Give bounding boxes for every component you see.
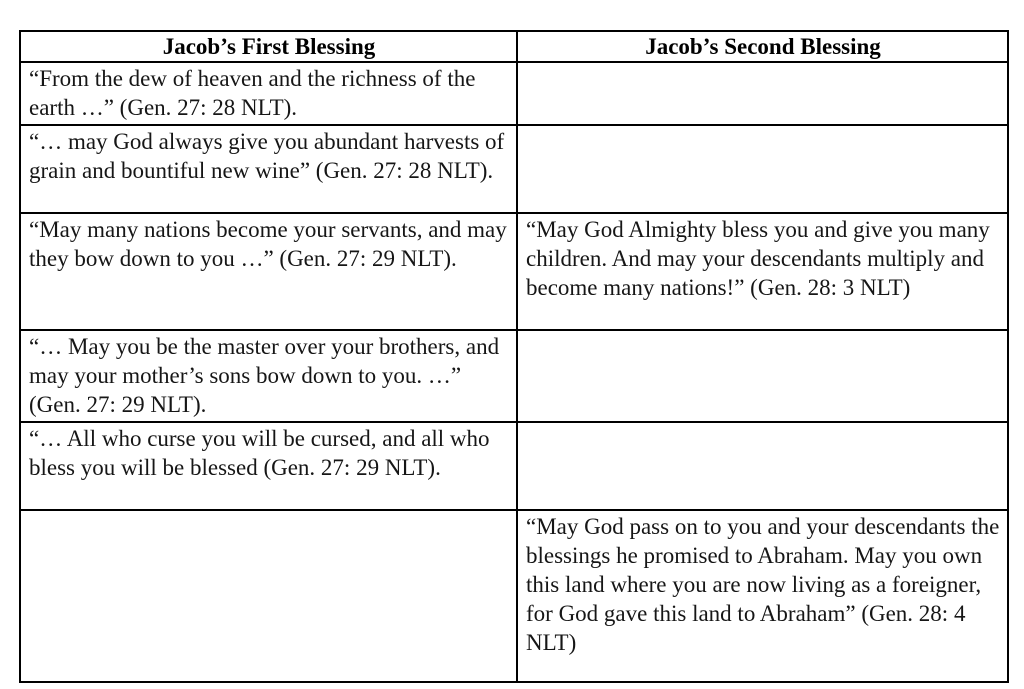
cell-row4-second-blessing — [517, 330, 1008, 422]
column-header-second-blessing: Jacob’s Second Blessing — [517, 31, 1008, 62]
table-row — [20, 213, 1008, 330]
cell-row2-first-blessing: “… may God always give you abundant harvests of grain and bountiful new wine” (Gen. 27: 28 NLT). — [20, 125, 517, 213]
column-header-first-blessing: Jacob’s First Blessing — [20, 31, 517, 62]
table-header-row — [20, 31, 1008, 62]
cell-row5-second-blessing — [517, 422, 1008, 510]
cell-row6-first-blessing — [20, 510, 517, 682]
table-row — [20, 510, 1008, 682]
table-row — [20, 330, 1008, 422]
cell-row1-first-blessing: “From the dew of heaven and the richness of the earth …” (Gen. 27: 28 NLT). — [20, 62, 517, 125]
cell-row5-first-blessing: “… All who curse you will be cursed, and all who bless you will be blessed (Gen. 27: 29 NLT). — [20, 422, 517, 510]
blessings-comparison-table — [19, 30, 1009, 683]
cell-row4-first-blessing: “… May you be the master over your brothers, and may your mother’s sons bow down to you. …” (Gen. 27: 29 NLT). — [20, 330, 517, 422]
table-row — [20, 125, 1008, 213]
table-row — [20, 62, 1008, 125]
cell-row2-second-blessing — [517, 125, 1008, 213]
table-row — [20, 422, 1008, 510]
cell-row3-second-blessing: “May God Almighty bless you and give you many children. And may your descendants multiply and become many nations!” (Gen. 28: 3 NLT) — [517, 213, 1008, 330]
cell-row3-first-blessing: “May many nations become your servants, and may they bow down to you …” (Gen. 27: 29 NLT). — [20, 213, 517, 330]
cell-row1-second-blessing — [517, 62, 1008, 125]
cell-row6-second-blessing: “May God pass on to you and your descendants the blessings he promised to Abraham. May you own this land where you are now living as a foreigner, for God gave this land to Abraham” (Gen. 28: 4 NLT) — [517, 510, 1008, 682]
